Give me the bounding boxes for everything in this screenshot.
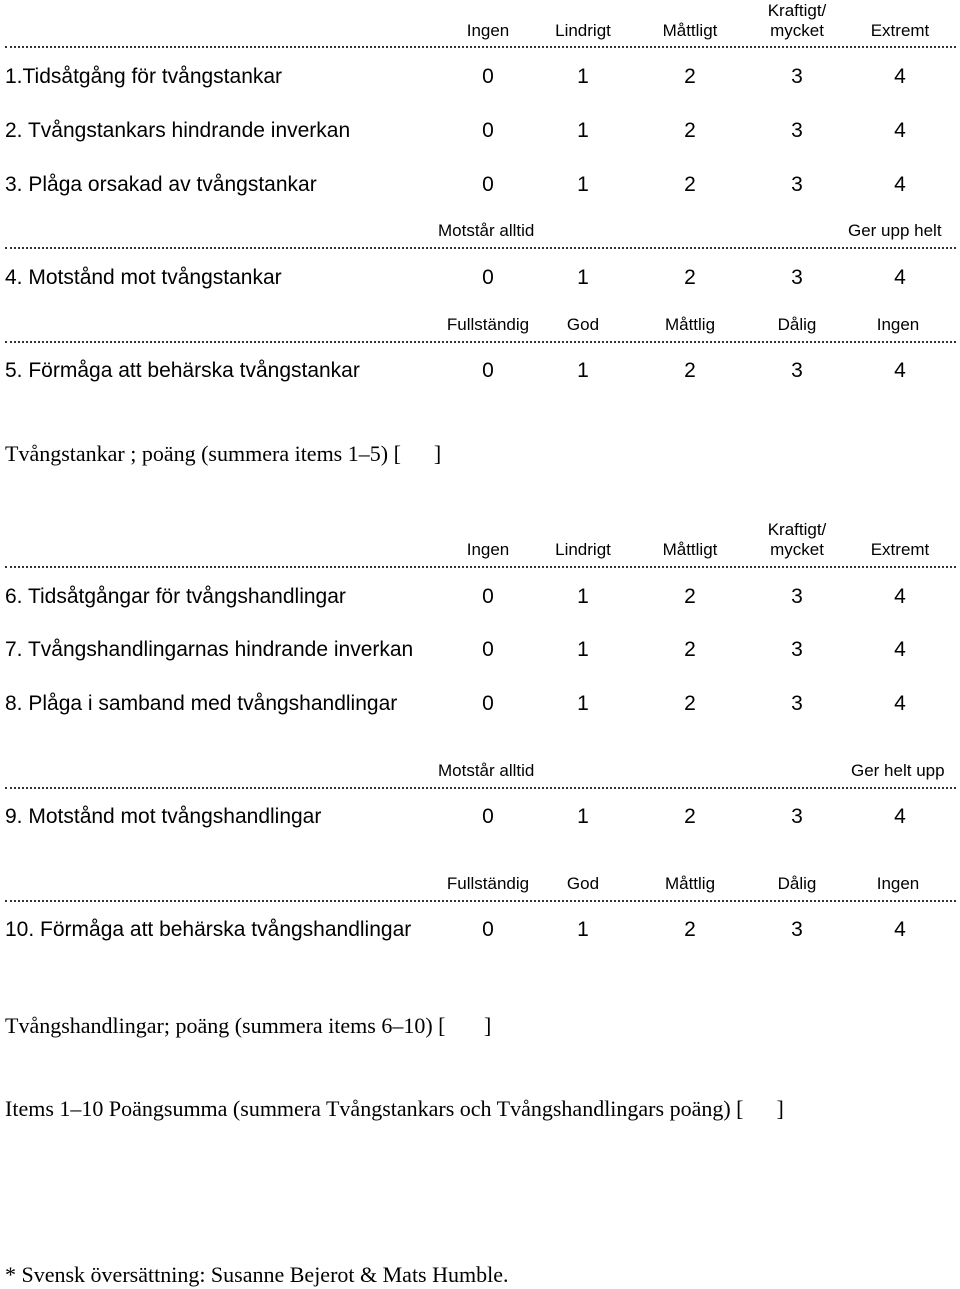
item-4-score-1[interactable]: 1 <box>577 266 589 289</box>
item-1-score-1[interactable]: 1 <box>577 65 589 88</box>
control-header-moderate: Måttlig <box>664 874 716 893</box>
item-6-score-1[interactable]: 1 <box>577 585 589 608</box>
item-2-score-1[interactable]: 1 <box>577 119 589 142</box>
item-3-score-4[interactable]: 4 <box>894 173 906 196</box>
scale-header-none: Ingen <box>466 540 510 559</box>
item-9-label: 9. Motstånd mot tvångshandlingar <box>5 805 322 828</box>
control-header-moderate: Måttlig <box>664 315 716 334</box>
control-header-poor: Dålig <box>777 874 817 893</box>
compulsions-total: Tvångshandlingar; poäng (summera items 6–10) [ ] <box>5 1013 492 1038</box>
item-4-score-4[interactable]: 4 <box>894 266 906 289</box>
item-8-score-1[interactable]: 1 <box>577 692 589 715</box>
item-5-label: 5. Förmåga att behärska tvångstankar <box>5 359 360 382</box>
resist-header-right: Ger helt upp <box>851 761 945 780</box>
control-header-good: God <box>566 874 600 893</box>
resist-header-right: Ger upp helt <box>848 221 942 240</box>
item-4-score-2[interactable]: 2 <box>684 266 696 289</box>
translation-footnote: * Svensk översättning: Susanne Bejerot & Mats Humble. <box>5 1262 509 1287</box>
item-1-score-4[interactable]: 4 <box>894 65 906 88</box>
item-1-score-0[interactable]: 0 <box>482 65 494 88</box>
item-5-score-3[interactable]: 3 <box>791 359 803 382</box>
control-header-poor: Dålig <box>777 315 817 334</box>
item-10-score-3[interactable]: 3 <box>791 918 803 941</box>
item-4-score-0[interactable]: 0 <box>482 266 494 289</box>
scale-header-extreme: Extremt <box>870 540 930 559</box>
scale-header-severe-line1: Kraftigt/ <box>767 520 827 539</box>
dotted-divider <box>5 566 956 568</box>
control-header-none: Ingen <box>876 874 920 893</box>
item-2-score-3[interactable]: 3 <box>791 119 803 142</box>
item-3-label: 3. Plåga orsakad av tvångstankar <box>5 173 317 196</box>
item-10-score-4[interactable]: 4 <box>894 918 906 941</box>
item-10-score-0[interactable]: 0 <box>482 918 494 941</box>
item-5-score-1[interactable]: 1 <box>577 359 589 382</box>
item-5-score-4[interactable]: 4 <box>894 359 906 382</box>
item-4-score-3[interactable]: 3 <box>791 266 803 289</box>
item-1-score-2[interactable]: 2 <box>684 65 696 88</box>
item-3-score-1[interactable]: 1 <box>577 173 589 196</box>
item-10-score-1[interactable]: 1 <box>577 918 589 941</box>
scale-header-mild: Lindrigt <box>555 21 611 40</box>
item-8-label: 8. Plåga i samband med tvångshandlingar <box>5 692 398 715</box>
resist-header-left: Motstår alltid <box>438 221 535 240</box>
scale-header-none: Ingen <box>466 21 510 40</box>
scale-header-severe-line1: Kraftigt/ <box>767 1 827 20</box>
item-10-label: 10. Förmåga att behärska tvångshandlingar <box>5 918 412 941</box>
item-6-label: 6. Tidsåtgångar för tvångshandlingar <box>5 585 346 608</box>
control-header-complete: Fullständig <box>446 874 530 893</box>
item-7-label: 7. Tvångshandlingarnas hindrande inverkan <box>5 638 414 661</box>
item-3-score-3[interactable]: 3 <box>791 173 803 196</box>
item-6-score-2[interactable]: 2 <box>684 585 696 608</box>
item-2-score-0[interactable]: 0 <box>482 119 494 142</box>
resist-header-left: Motstår alltid <box>438 761 535 780</box>
scale-header-severe-line2: mycket <box>770 21 824 40</box>
scale-header-moderate: Måttligt <box>662 540 718 559</box>
scale-header-severe-line2: mycket <box>770 540 824 559</box>
control-header-good: God <box>566 315 600 334</box>
item-9-score-3[interactable]: 3 <box>791 805 803 828</box>
control-header-complete: Fullständig <box>446 315 530 334</box>
dotted-divider <box>5 247 956 249</box>
dotted-divider <box>5 341 956 343</box>
dotted-divider <box>5 787 956 789</box>
item-5-score-2[interactable]: 2 <box>684 359 696 382</box>
dotted-divider <box>5 900 956 902</box>
obsessions-total: Tvångstankar ; poäng (summera items 1–5) [ ] <box>5 441 442 466</box>
item-9-score-0[interactable]: 0 <box>482 805 494 828</box>
item-6-score-4[interactable]: 4 <box>894 585 906 608</box>
item-2-label: 2. Tvångstankars hindrande inverkan <box>5 119 351 142</box>
grand-total: Items 1–10 Poängsumma (summera Tvångstankars och Tvångshandlingars poäng) [ ] <box>5 1096 784 1121</box>
item-8-score-4[interactable]: 4 <box>894 692 906 715</box>
item-10-score-2[interactable]: 2 <box>684 918 696 941</box>
item-8-score-3[interactable]: 3 <box>791 692 803 715</box>
item-9-score-1[interactable]: 1 <box>577 805 589 828</box>
item-9-score-2[interactable]: 2 <box>684 805 696 828</box>
scale-header-mild: Lindrigt <box>555 540 611 559</box>
item-7-score-0[interactable]: 0 <box>482 638 494 661</box>
item-5-score-0[interactable]: 0 <box>482 359 494 382</box>
item-7-score-4[interactable]: 4 <box>894 638 906 661</box>
item-9-score-4[interactable]: 4 <box>894 805 906 828</box>
item-7-score-3[interactable]: 3 <box>791 638 803 661</box>
control-header-none: Ingen <box>876 315 920 334</box>
scale-header-extreme: Extremt <box>870 21 930 40</box>
item-3-score-0[interactable]: 0 <box>482 173 494 196</box>
scale-header-moderate: Måttligt <box>662 21 718 40</box>
item-8-score-2[interactable]: 2 <box>684 692 696 715</box>
item-1-score-3[interactable]: 3 <box>791 65 803 88</box>
item-2-score-4[interactable]: 4 <box>894 119 906 142</box>
dotted-divider <box>5 46 956 48</box>
item-1-label: 1.Tidsåtgång för tvångstankar <box>5 65 283 88</box>
item-3-score-2[interactable]: 2 <box>684 173 696 196</box>
item-6-score-3[interactable]: 3 <box>791 585 803 608</box>
item-7-score-2[interactable]: 2 <box>684 638 696 661</box>
item-4-label: 4. Motstånd mot tvångstankar <box>5 266 282 289</box>
item-7-score-1[interactable]: 1 <box>577 638 589 661</box>
item-2-score-2[interactable]: 2 <box>684 119 696 142</box>
item-6-score-0[interactable]: 0 <box>482 585 494 608</box>
item-8-score-0[interactable]: 0 <box>482 692 494 715</box>
